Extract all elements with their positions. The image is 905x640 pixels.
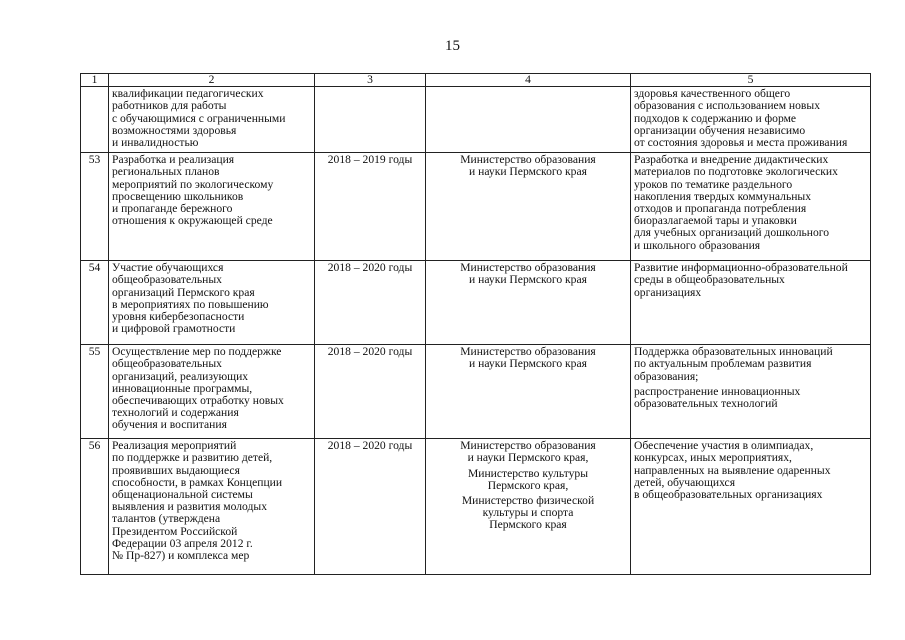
table-row [81, 439, 871, 575]
result-cell [631, 345, 871, 439]
activity-line: организаций Пермского края [112, 285, 255, 299]
result-line: образования с использованием новых [634, 99, 820, 113]
executor-line: Пермского края, [487, 478, 569, 492]
activity-line: квалификации педагогических [112, 87, 264, 101]
result-cell [631, 153, 871, 261]
executor-line: Министерство образования [460, 153, 596, 167]
result-line: направленных на выявление одаренных [634, 463, 831, 477]
activities-table [80, 73, 871, 575]
result-line: образования; [634, 369, 699, 383]
activity-line: обучения и воспитания [112, 418, 227, 432]
activity-line: возможностями здоровья [112, 123, 237, 137]
executor-paragraph [429, 440, 627, 464]
activity-line: и цифровой грамотности [112, 322, 236, 336]
executor-paragraph [429, 468, 627, 492]
row-number-cell: 55 [81, 345, 109, 439]
activity-line: проявивших выдающиеся [112, 463, 240, 477]
executor-line: и науки Пермского края [469, 273, 587, 287]
executor-cell [426, 439, 631, 575]
table-row [81, 345, 871, 439]
column-number-header-row [81, 74, 871, 87]
activity-line: мероприятий по экологическому [112, 177, 274, 191]
activity-line: и инвалидностью [112, 136, 199, 150]
result-line: для учебных организаций дошкольного [634, 226, 830, 240]
period-cell: 2018 – 2020 годы [315, 439, 426, 575]
column-header: 4 [426, 74, 631, 87]
executor-line: Министерство образования [460, 345, 596, 359]
row-number-cell: 56 [81, 439, 109, 575]
activity-line: Разработка и реализация [112, 153, 235, 167]
executor-cell [426, 87, 631, 153]
activity-line: талантов (утверждена [112, 512, 221, 526]
period-cell [315, 87, 426, 153]
activity-line: организаций, реализующих [112, 369, 249, 383]
activity-line: уровня кибербезопасности [112, 310, 245, 324]
activity-cell [109, 439, 315, 575]
result-line: уроков по тематике раздельного [634, 177, 793, 191]
activity-line: Федерации 03 апреля 2012 г. [112, 536, 253, 550]
activity-line: работников для работы [112, 99, 227, 113]
table-row [81, 261, 871, 345]
result-line: детей, обучающихся [634, 475, 736, 489]
activity-cell [109, 345, 315, 439]
column-header: 1 [81, 74, 109, 87]
result-line: Развитие информационно-образовательной [634, 261, 848, 275]
result-line: от состояния здоровья и места проживания [634, 136, 848, 150]
executor-cell [426, 153, 631, 261]
executor-line: и науки Пермского края [469, 165, 587, 179]
result-line: материалов по подготовке экологических [634, 165, 838, 179]
page-number: 15 [445, 38, 460, 54]
row-number-cell [81, 87, 109, 153]
result-line: Разработка и внедрение дидактических [634, 153, 829, 167]
activity-line: инновационные программы, [112, 381, 253, 395]
result-line: конкурсах, иных мероприятиях, [634, 451, 792, 465]
activity-line: по поддержке и развитию детей, [112, 451, 273, 465]
activity-line: Реализация мероприятий [112, 439, 237, 453]
result-line: в общеобразовательных организациях [634, 488, 823, 502]
result-line: по актуальным проблемам развития [634, 357, 812, 371]
table-row [81, 153, 871, 261]
executor-line: Министерство культуры [467, 466, 589, 480]
result-line: среды в общеобразовательных [634, 273, 785, 287]
result-line: отходов и пропаганда потребления [634, 202, 807, 216]
activity-line: Осуществление мер по поддержке [112, 345, 282, 359]
table-row-continuation [81, 87, 871, 153]
result-line: подходов к содержанию и форме [634, 111, 797, 125]
result-line: организациях [634, 285, 702, 299]
column-header: 2 [109, 74, 315, 87]
result-line: образовательных технологий [634, 397, 778, 411]
executor-cell [426, 345, 631, 439]
result-cell [631, 87, 871, 153]
result-line: Обеспечение участия в олимпиадах, [634, 439, 814, 453]
executor-line: и науки Пермского края [469, 357, 587, 371]
result-cell [631, 261, 871, 345]
executor-line: культуры и спорта [482, 506, 574, 520]
activity-line: № Пр-827) и комплекса мер [112, 549, 250, 563]
column-header: 5 [631, 74, 871, 87]
activity-line: обеспечивающих отработку новых [112, 394, 284, 408]
result-cell [631, 439, 871, 575]
executor-line: Министерство образования [460, 261, 596, 275]
result-paragraph [634, 386, 867, 410]
activity-cell [109, 87, 315, 153]
activity-line: с обучающимися с ограниченными [112, 111, 286, 125]
executor-line: Министерство образования [460, 439, 596, 453]
executor-paragraph [429, 495, 627, 532]
row-number-cell: 54 [81, 261, 109, 345]
activity-line: общеобразовательных [112, 357, 222, 371]
activity-line: региональных планов [112, 165, 220, 179]
result-line: организации обучения независимо [634, 123, 806, 137]
activity-cell [109, 261, 315, 345]
activity-line: Президентом Российской [112, 524, 238, 538]
period-cell: 2018 – 2020 годы [315, 261, 426, 345]
activity-line: отношения к окружающей среде [112, 214, 273, 228]
activity-line: способности, в рамках Концепции [112, 475, 283, 489]
executor-line: и науки Пермского края, [467, 451, 589, 465]
executor-line: Министерство физической [461, 494, 595, 508]
activity-line: Участие обучающихся [112, 261, 224, 275]
result-paragraph [634, 346, 867, 383]
result-line: биоразлагаемой тары и упаковки [634, 214, 797, 228]
executor-cell [426, 261, 631, 345]
executor-line: Пермского края [489, 518, 567, 532]
row-number-cell: 53 [81, 153, 109, 261]
activity-line: выявления и развития молодых [112, 500, 268, 514]
activity-line: в мероприятиях по повышению [112, 297, 269, 311]
activity-cell [109, 153, 315, 261]
result-line: Поддержка образовательных инноваций [634, 345, 833, 359]
result-line: и школьного образования [634, 238, 761, 252]
activity-line: просвещению школьников [112, 189, 244, 203]
period-cell: 2018 – 2019 годы [315, 153, 426, 261]
period-cell: 2018 – 2020 годы [315, 345, 426, 439]
column-header: 3 [315, 74, 426, 87]
result-line: распространение инновационных [634, 384, 801, 398]
activity-line: и пропаганде бережного [112, 202, 233, 216]
activity-line: технологий и содержания [112, 406, 239, 420]
activity-line: общенациональной системы [112, 488, 253, 502]
activity-line: общеобразовательных [112, 273, 222, 287]
result-line: здоровья качественного общего [634, 87, 791, 101]
result-line: накопления твердых коммунальных [634, 189, 812, 203]
